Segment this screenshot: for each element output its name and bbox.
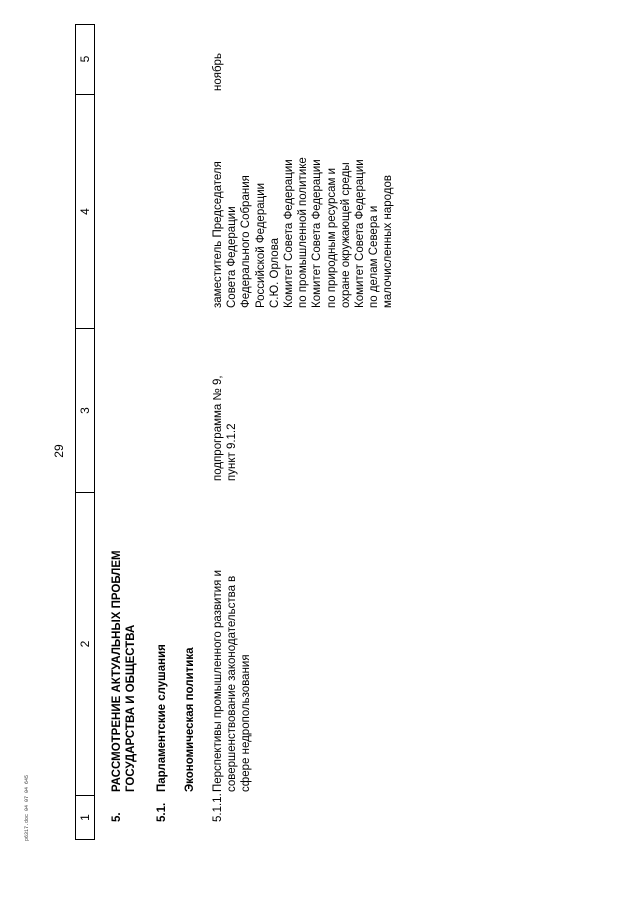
item-title: Перспективы промышленного развития и совершенствование законодательства в сфере недропользования xyxy=(212,569,253,792)
column-header-4: 4 xyxy=(78,208,92,215)
column-header-1: 1 xyxy=(78,814,92,821)
section-title: РАССМОТРЕНИЕ АКТУАЛЬНЫХ ПРОБЛЕМ ГОСУДАРСТВА И ОБЩЕСТВА xyxy=(111,550,138,792)
page-number: 29 xyxy=(52,444,66,458)
group-heading: Экономическая политика xyxy=(184,647,196,792)
subsection-number: 5.1. xyxy=(156,802,168,822)
item-basis: подпрограмма № 9, пункт 9.1.2 xyxy=(212,375,239,481)
subsection-title: Парламентские слушания xyxy=(156,644,168,792)
column-header-5: 5 xyxy=(78,55,92,63)
table-header xyxy=(75,24,95,840)
column-header-2: 2 xyxy=(78,640,92,648)
item-term: ноябрь xyxy=(212,53,224,91)
column-header-3: 3 xyxy=(78,407,92,414)
item-number: 5.1.1. xyxy=(212,793,224,822)
document-code: p6317.doc 04 07 04 645 xyxy=(24,774,30,841)
section-number: 5. xyxy=(111,812,123,822)
item-responsible: заместитель Председателя Совета Федерации Федерального Собрания Российской Федерации С.Ю. Орлова Комитет Совета Федерации по промышленной политике Комитет Совета Федерации по природным ресурсам и охране окружающей среды Комитет Совета Федерации по делам Севера и малочисленных народов xyxy=(212,157,395,308)
